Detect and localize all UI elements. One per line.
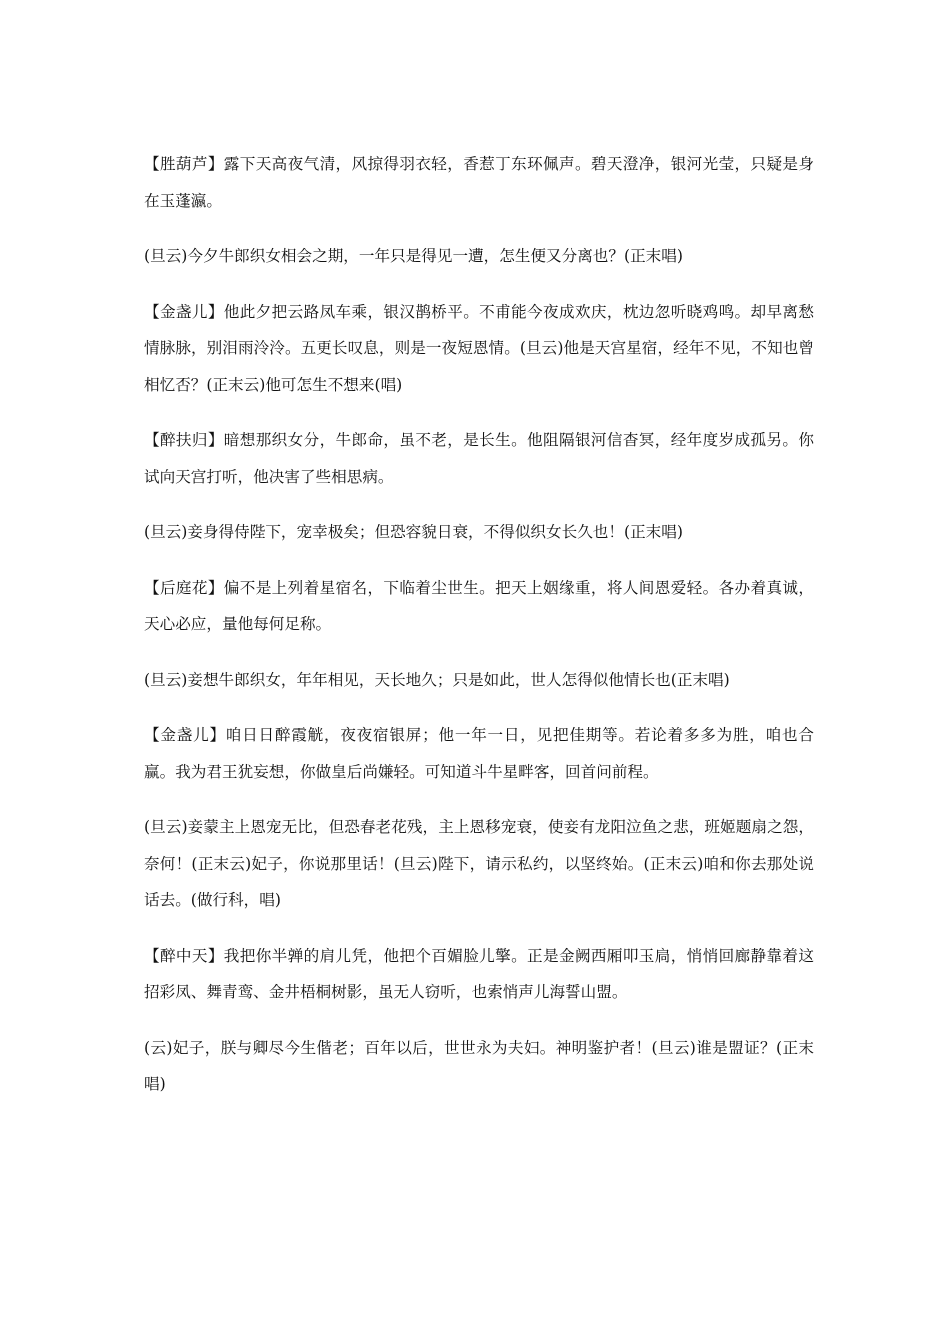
paragraph: (旦云)妾蒙主上恩宠无比，但恐春老花残，主上恩移宠衰，使妾有龙阳泣鱼之悲，班姬题扇之怨，奈何！(正末云)妃子，你说那里话！(旦云)陛下，请示私约，以坚终始。(正末云)咱和你去那处说话去。(做行科，唱) <box>144 818 814 909</box>
paragraph: 【醉扶归】暗想那织女分，牛郎命，虽不老，是长生。他阻隔银河信杳冥，经年度岁成孤另。你试向天宫打听，他决害了些相思病。 <box>144 431 814 486</box>
paragraph: (旦云)妾身得侍陛下，宠幸极矣；但恐容貌日衰，不得似织女长久也！(正末唱) <box>144 523 683 541</box>
paragraph: 【胜葫芦】露下天高夜气清，风掠得羽衣轻，香惹丁东环佩声。碧天澄净，银河光莹，只疑是身在玉蓬瀛。 <box>144 155 814 210</box>
paragraph: 【醉中天】我把你半亸的肩儿凭，他把个百媚脸儿擎。正是金阙西厢叩玉扃，悄悄回廊静靠着这招彩凤、舞青鸾、金井梧桐树影，虽无人窃听，也索悄声儿海誓山盟。 <box>144 946 814 1001</box>
paragraph: (旦云)妾想牛郎织女，年年相见，天长地久；只是如此，世人怎得似他情长也(正末唱) <box>144 670 730 689</box>
paragraph: 【金盏儿】咱日日醉霞觥，夜夜宿银屏；他一年一日，见把佳期等。若论着多多为胜，咱也合赢。我为君王犹妄想，你做皇后尚嫌轻。可知道斗牛星畔客，回首问前程。 <box>144 726 814 781</box>
paragraph: 【后庭花】偏不是上列着星宿名，下临着尘世生。把天上姻缘重，将人间恩爱轻。各办着真诚，天心必应，量他每何足称。 <box>144 578 814 633</box>
paragraph: (旦云)今夕牛郎织女相会之期，一年只是得见一遭，怎生便又分离也？(正末唱) <box>144 247 683 265</box>
paragraph: (云)妃子，朕与卿尽今生偕老；百年以后，世世永为夫妇。神明鉴护者！(旦云)谁是盟证？(正末唱) <box>144 1038 814 1093</box>
document-body <box>144 146 814 1122</box>
paragraph: 【金盏儿】他此夕把云路凤车乘，银汉鹊桥平。不甫能今夜成欢庆，枕边忽听晓鸡鸣。却早离愁情脉脉，别泪雨泠泠。五更长叹息，则是一夜短恩情。(旦云)他是天宫星宿，经年不见，不知也曾相忆否？(正末云)他可怎生不想来(唱) <box>144 302 814 394</box>
